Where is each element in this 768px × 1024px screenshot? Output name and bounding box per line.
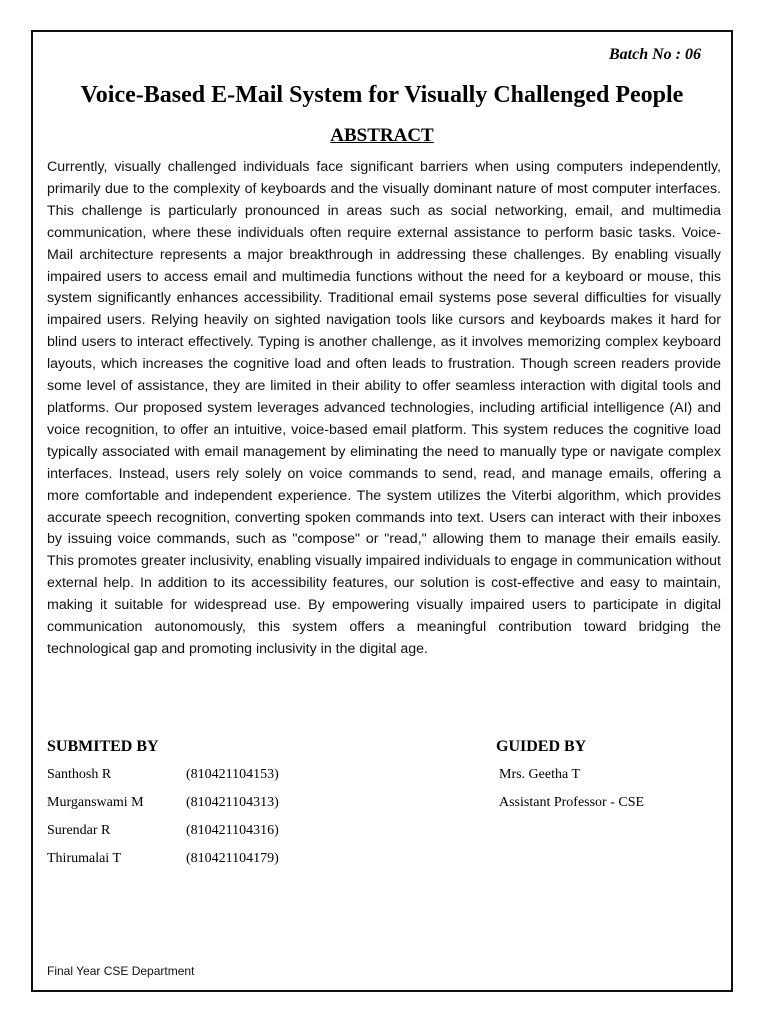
department-footer: Final Year CSE Department xyxy=(47,964,195,978)
member-name: Thirumalai T xyxy=(47,851,121,866)
batch-number: Batch No : 06 xyxy=(609,46,701,63)
member-register-number: (810421104316) xyxy=(186,823,279,838)
abstract-body: Currently, visually challenged individuals face significant barriers when using computers independently, primarily due to the complexity of keyboards and the visually dominant nature of most computer interfaces. This challenge is particularly pronounced in areas such as social networking, email, and multimedia communication, where these individuals often require external assistance to perform basic tasks. Voice-Mail architecture represents a major breakthrough in addressing these challenges. By enabling visually impaired users to access email and multimedia functions without the need for a keyboard or mouse, this system significantly enhances accessibility. Traditional email systems pose several difficulties for visually impaired users. Relying heavily on sighted navigation tools like cursors and keyboards makes it hard for blind users to interact effectively. Typing is another challenge, as it involves memorizing complex keyboard layouts, which increases the cognitive load and often leads to frustration. Though screen readers provide some level of assistance, they are limited in their ability to offer seamless interaction with digital tools and platforms. Our proposed system leverages advanced technologies, including artificial intelligence (AI) and voice recognition, to offer an intuitive, voice-based email platform. This system reduces the cognitive load typically associated with email management by eliminating the need to manually type or navigate complex interfaces. Instead, users rely solely on voice commands to send, read, and manage emails, offering a more comfortable and independent experience. The system utilizes the Viterbi algorithm, which provides accurate speech recognition, converting spoken commands into text. Users can interact with their inboxes by issuing voice commands, such as "compose" or "read," allowing them to manage their emails easily. This promotes greater inclusivity, enabling visually impaired individuals to engage in communication without external help. In addition to its accessibility features, our solution is cost-effective and easy to maintain, making it suitable for widespread use. By empowering visually impaired users to participate in digital communication autonomously, this system offers a meaningful contribution toward bridging the technological gap and promoting inclusivity in the digital age. xyxy=(47,159,721,657)
abstract-heading: ABSTRACT xyxy=(330,125,434,146)
guide-name: Mrs. Geetha T xyxy=(499,767,580,782)
document-title: Voice-Based E-Mail System for Visually Challenged People xyxy=(80,82,684,108)
member-name: Surendar R xyxy=(47,823,111,838)
guide-designation: Assistant Professor - CSE xyxy=(499,795,645,810)
member-register-number: (810421104179) xyxy=(186,851,279,866)
member-name: Santhosh R xyxy=(47,767,112,782)
member-register-number: (810421104153) xyxy=(186,767,279,782)
member-register-number: (810421104313) xyxy=(186,795,279,810)
submitted-by-heading: SUBMITED BY xyxy=(47,738,159,755)
member-name: Murganswami M xyxy=(47,795,144,810)
guided-by-heading: GUIDED BY xyxy=(496,738,587,755)
page-border xyxy=(31,30,733,992)
